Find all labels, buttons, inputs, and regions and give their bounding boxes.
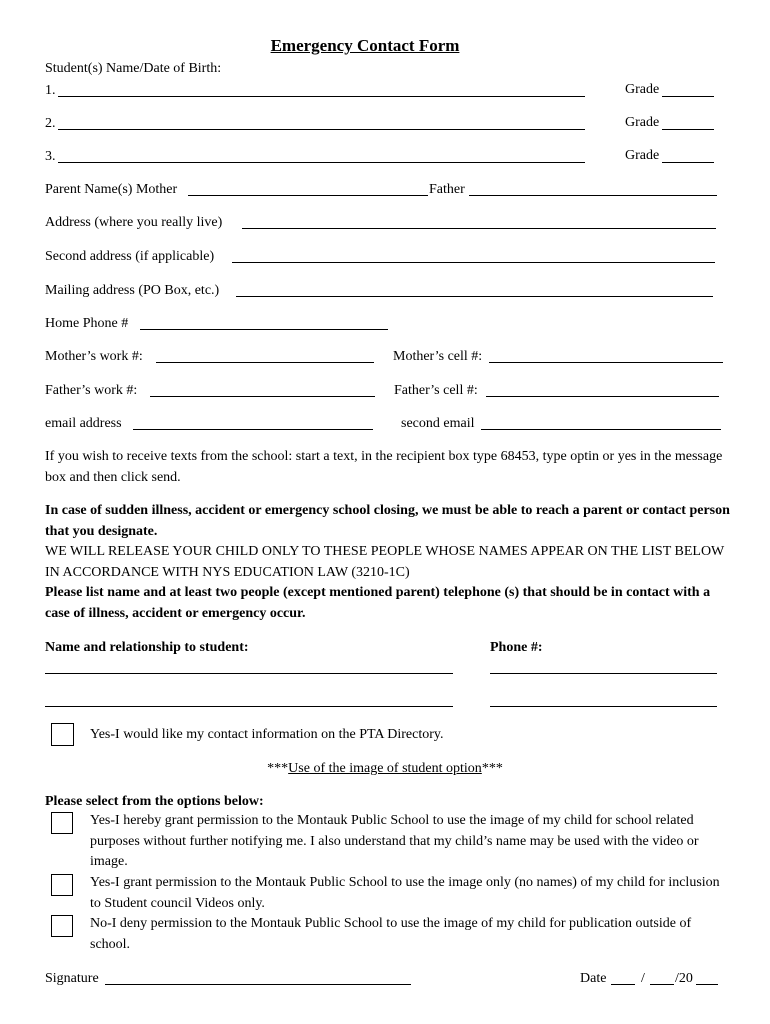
option-3-checkbox[interactable] (51, 915, 73, 937)
student-1-number: 1. (45, 83, 56, 98)
student-2-grade-label: Grade (625, 115, 660, 130)
second-address-field[interactable] (232, 262, 715, 263)
date-slash-1: / (641, 971, 645, 986)
contact-2-phone-field[interactable] (490, 706, 717, 707)
email-field[interactable] (133, 429, 373, 430)
signature-field[interactable] (105, 984, 411, 985)
option-1-text: Yes-I hereby grant permission to the Montauk Public School to use the image of my child for school related purposes without further notifying me. I also understand that my child’s name may be used with the video or image. (90, 813, 699, 869)
mother-work-field[interactable] (156, 362, 374, 363)
student-2-grade-field[interactable] (662, 129, 714, 130)
mother-label: Parent Name(s) Mother (45, 182, 178, 197)
students-label: Student(s) Name/Date of Birth: (45, 61, 222, 76)
contact-phone-header: Phone #: (490, 640, 543, 655)
contact-name-header: Name and relationship to student: (45, 640, 249, 655)
father-label: Father (429, 182, 465, 197)
image-option-heading (0, 761, 770, 777)
contact-instruction: Please list name and at least two people (except mentioned parent) telephone (s) that should be in contact with a case of illness, accident or emergency occur. (45, 585, 711, 621)
second-address-label: Second address (if applicable) (45, 249, 215, 264)
pta-option-label: Yes-I would like my contact information on the PTA Directory. (90, 727, 444, 742)
pta-checkbox[interactable] (51, 723, 74, 746)
email-label: email address (45, 416, 122, 431)
student-3-grade-label: Grade (625, 148, 660, 163)
date-slash-2: /20 (675, 971, 693, 986)
mother-cell-label: Mother’s cell #: (393, 349, 483, 364)
image-option-suffix: *** (481, 761, 503, 776)
date-day-field[interactable] (650, 984, 674, 985)
father-name-field[interactable] (469, 195, 717, 196)
page-title: Emergency Contact Form (270, 36, 460, 55)
home-phone-label: Home Phone # (45, 316, 129, 331)
student-2-field[interactable] (58, 129, 585, 130)
release-notice: WE WILL RELEASE YOUR CHILD ONLY TO THESE PEOPLE WHOSE NAMES APPEAR ON THE LIST BELOW IN ACCORDANCE WITH NYS EDUCATION LAW (3210-1C) (45, 544, 725, 580)
student-3-number: 3. (45, 149, 56, 164)
mailing-address-label: Mailing address (PO Box, etc.) (45, 283, 220, 298)
second-email-field[interactable] (481, 429, 721, 430)
mother-name-field[interactable] (188, 195, 428, 196)
father-cell-label: Father’s cell #: (394, 383, 478, 398)
option-3-text: No-I deny permission to the Montauk Public School to use the image of my child for publication outside of school. (90, 916, 692, 952)
option-1-checkbox[interactable] (51, 812, 73, 834)
student-3-grade-field[interactable] (662, 162, 714, 163)
contact-1-phone-field[interactable] (490, 673, 717, 674)
image-option-prefix: *** (267, 761, 289, 776)
father-cell-field[interactable] (486, 396, 719, 397)
signature-label: Signature (45, 971, 99, 986)
father-work-label: Father’s work #: (45, 383, 138, 398)
emergency-intro: In case of sudden illness, accident or emergency school closing, we must be able to reach a parent or contact person that you designate. (45, 503, 730, 539)
student-1-grade-label: Grade (625, 82, 660, 97)
student-1-field[interactable] (58, 96, 585, 97)
student-2-number: 2. (45, 116, 56, 131)
student-1-grade-field[interactable] (662, 96, 714, 97)
date-label: Date (580, 971, 607, 986)
mailing-address-field[interactable] (236, 296, 713, 297)
image-option-title: Use of the image of student option (288, 761, 482, 776)
date-year-field[interactable] (696, 984, 718, 985)
address-label: Address (where you really live) (45, 215, 223, 230)
father-work-field[interactable] (150, 396, 375, 397)
date-month-field[interactable] (611, 984, 635, 985)
option-2-text: Yes-I grant permission to the Montauk Public School to use the image only (no names) of my child for inclusion to Student council Videos only. (90, 875, 720, 911)
option-2-checkbox[interactable] (51, 874, 73, 896)
mother-cell-field[interactable] (489, 362, 723, 363)
contact-2-name-field[interactable] (45, 706, 453, 707)
mother-work-label: Mother’s work #: (45, 349, 143, 364)
second-email-label: second email (401, 416, 475, 431)
select-options-label: Please select from the options below: (45, 794, 264, 809)
contact-1-name-field[interactable] (45, 673, 453, 674)
student-3-field[interactable] (58, 162, 585, 163)
texts-info: If you wish to receive texts from the school: start a text, in the recipient box type 68453, type optin or yes in the message box and then click send. (45, 449, 723, 485)
address-field[interactable] (242, 228, 716, 229)
home-phone-field[interactable] (140, 329, 388, 330)
